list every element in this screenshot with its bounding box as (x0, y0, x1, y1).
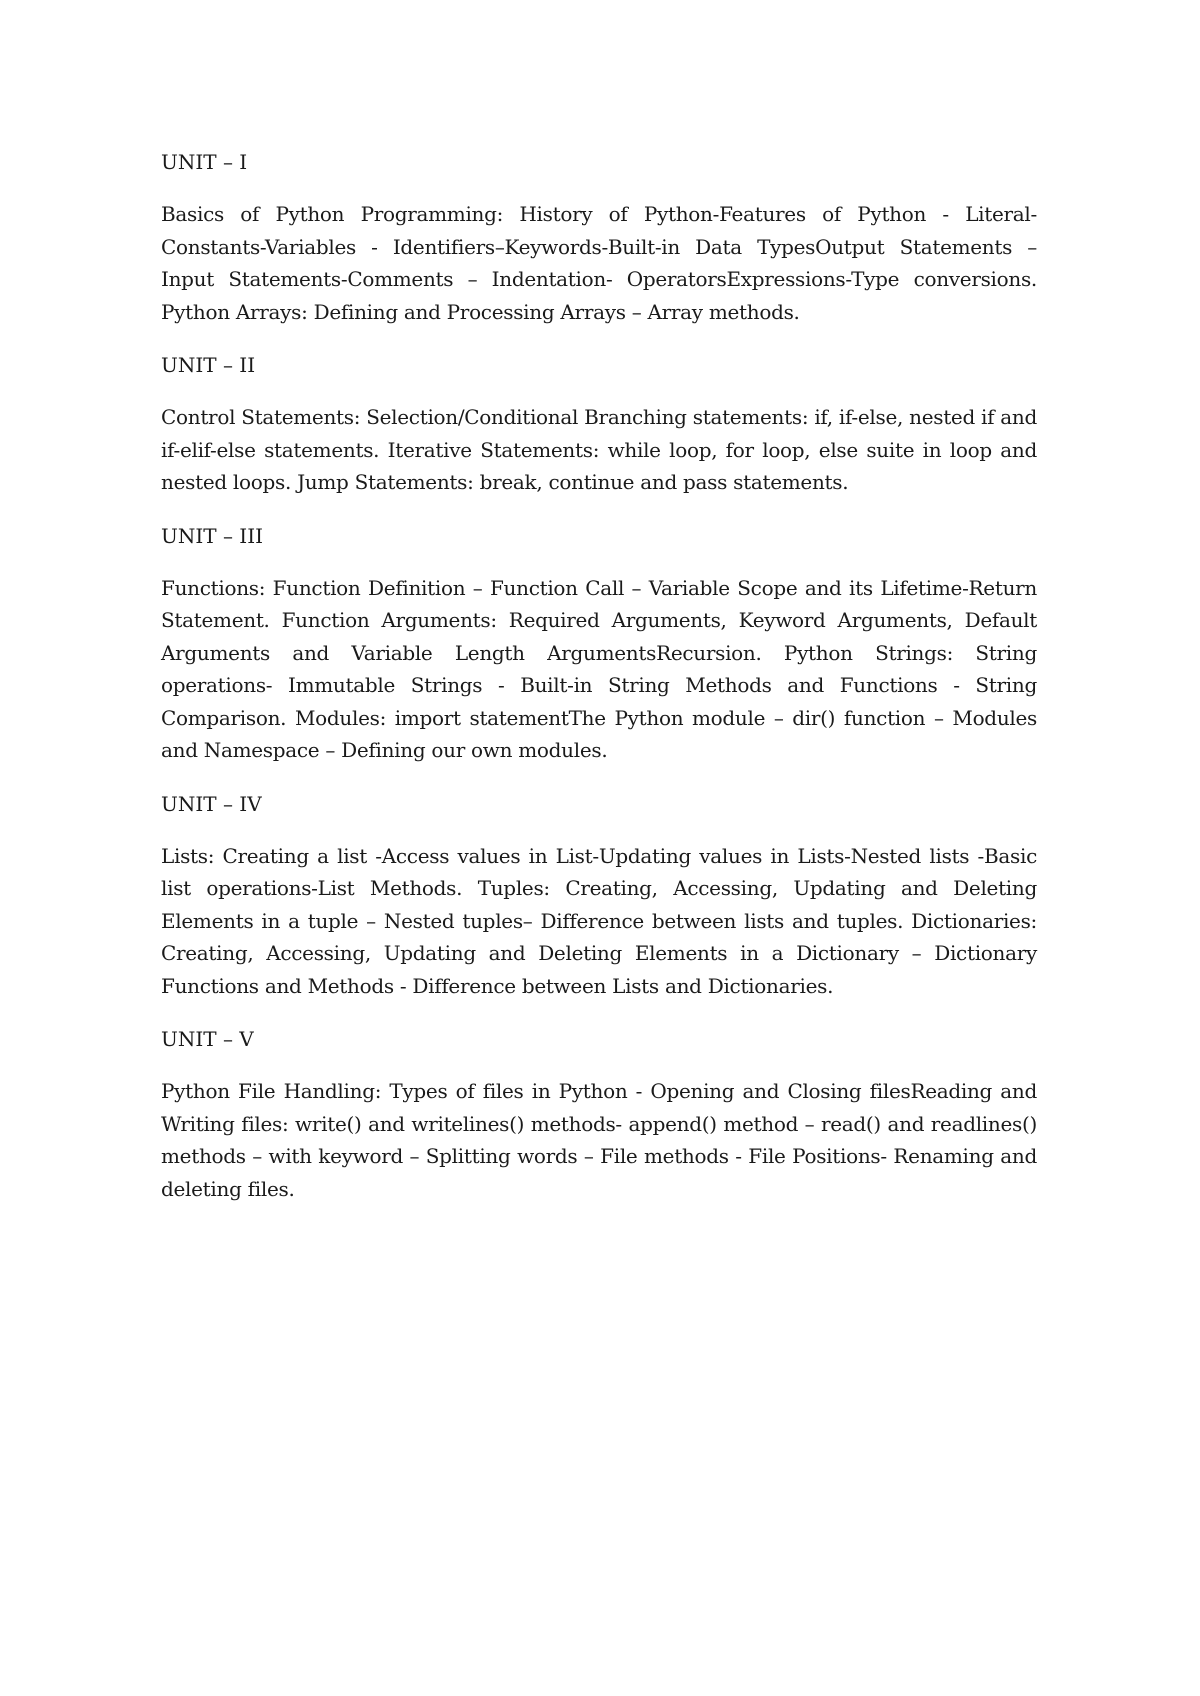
unit-2-section (161, 349, 1037, 499)
unit-1-section (161, 146, 1037, 328)
unit-3-body: Functions: Function Definition – Function Call – Variable Scope and its Lifetime-Return Statement. Function Arguments: Required Arguments, Keyword Arguments, Default Arguments and Variable Length ArgumentsRecursion. Python Strings: String operations- Immutable Strings - Built-in String Methods and Functions - String Comparison. Modules: import statementThe Python module – dir() function – Modules and Namespace – Defining our own modules. (161, 575, 1037, 762)
unit-4-body: Lists: Creating a list -Access values in List-Updating values in Lists-Nested lists -Basic list operations-List Methods. Tuples: Creating, Accessing, Updating and Deleting Elements in a tuple – Nested tuples– Difference between lists and tuples. Dictionaries: Creating, Accessing, Updating and Deleting Elements in a Dictionary – Dictionary Functions and Methods - Difference between Lists and Dictionaries. (161, 843, 1037, 998)
unit-5-heading: UNIT – V (161, 1027, 254, 1051)
unit-1-body: Basics of Python Programming: History of Python-Features of Python - Literal-Constants-Variables - Identifiers–Keywords-Built-in Data TypesOutput Statements – Input Statements-Comments – Indentation- OperatorsExpressions-Type conversions. Python Arrays: Defining and Processing Arrays – Array methods. (161, 202, 1037, 324)
unit-2-heading: UNIT – II (161, 353, 256, 377)
unit-3-heading: UNIT – III (161, 523, 264, 548)
unit-4-section (161, 788, 1037, 1003)
unit-4-heading: UNIT – IV (161, 791, 262, 816)
unit-1-heading: UNIT – I (161, 150, 248, 174)
unit-5-section (161, 1023, 1037, 1205)
unit-2-body: Control Statements: Selection/Conditional Branching statements: if, if-else, nested if and if-elif-else statements. Iterative Statements: while loop, for loop, else suite in loop and nested loops. Jump Statements: break, continue and pass statements. (161, 405, 1037, 494)
unit-3-section (161, 520, 1037, 767)
syllabus-content (161, 146, 1037, 1226)
unit-5-body: Python File Handling: Types of files in Python - Opening and Closing filesReading and Writing files: write() and writelines() methods- append() method – read() and readlines() methods – with keyword – Splitting words – File methods - File Positions- Renaming and deleting files. (161, 1079, 1037, 1201)
